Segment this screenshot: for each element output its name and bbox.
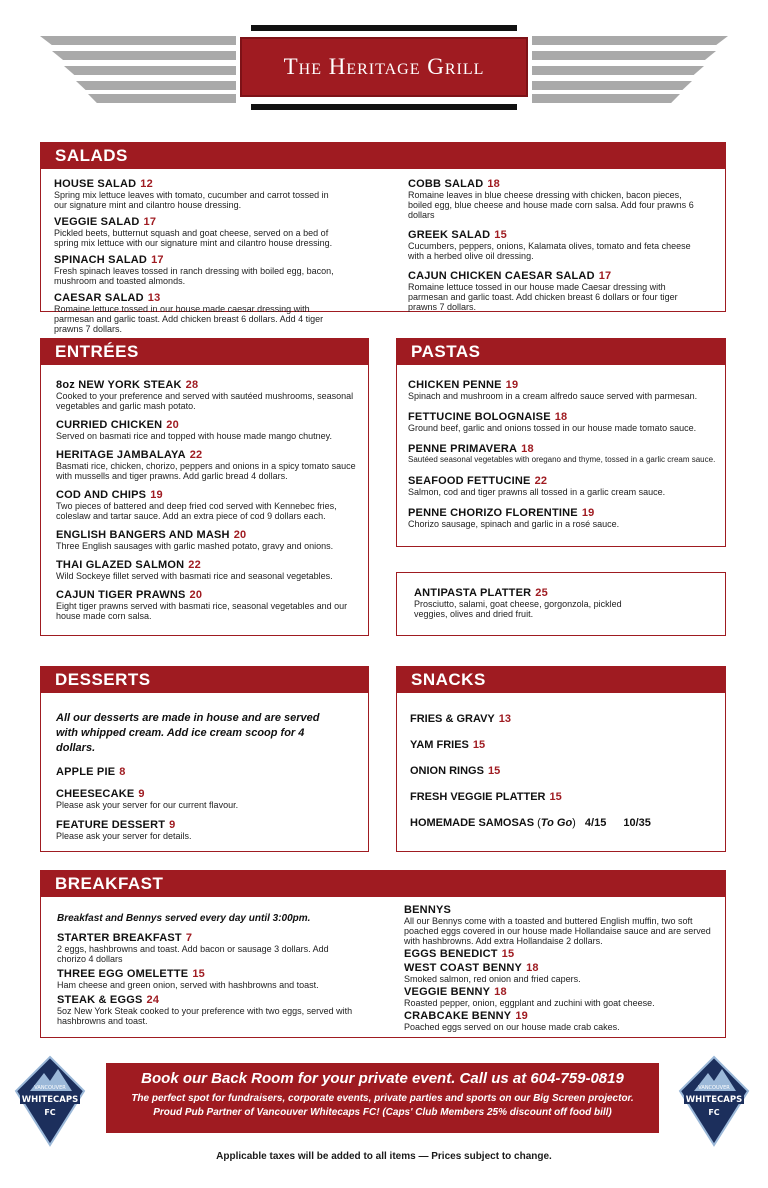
desserts-note: All our desserts are made in house and are served with whipped cream. Add ice cream scoop for 4 dollars. bbox=[56, 712, 320, 754]
breakfast-section bbox=[40, 870, 726, 1038]
snacks-section bbox=[396, 666, 726, 852]
promo-headline: Book our Back Room for your private event. Call us at 604-759-0819 bbox=[141, 1070, 624, 1087]
title-banner bbox=[240, 25, 528, 111]
svg-text:WHITECAPS: WHITECAPS bbox=[685, 1095, 743, 1105]
svg-text:VANCOUVER: VANCOUVER bbox=[698, 1085, 730, 1091]
entrees-list bbox=[56, 379, 361, 627]
salads-right-column bbox=[408, 178, 708, 318]
page-title: The Heritage Grill bbox=[283, 54, 485, 79]
entrees-section bbox=[40, 338, 369, 636]
menu-item: APPLE PIE 8 bbox=[56, 766, 126, 778]
breakfast-heading: BREAKFAST bbox=[41, 871, 725, 897]
menu-item: COD AND CHIPS 19 Two pieces of battered and deep fried cod served with Kennebec fries, coleslaw and tartar sauce. Add an extra piece of cod 9 dollars each. bbox=[56, 489, 337, 521]
menu-item: PENNE CHORIZO FLORENTINE 19 Chorizo sausage, spinach and garlic in a rosé sauce. bbox=[408, 507, 620, 529]
menu-item: THREE EGG OMELETTE 15 Ham cheese and green onion, served with hashbrowns and toast. bbox=[57, 968, 319, 990]
menu-item: CHICKEN PENNE 19 Spinach and mushroom in a cream alfredo sauce served with parmesan. bbox=[408, 379, 698, 401]
menu-item: SEAFOOD FETTUCINE 22 Salmon, cod and tiger prawns all tossed in a garlic cream sauce. bbox=[408, 475, 666, 497]
svg-text:FC: FC bbox=[44, 1108, 56, 1117]
menu-item: FRESH VEGGIE PLATTER 15 bbox=[410, 791, 562, 803]
entrees-heading: ENTRÉES bbox=[41, 339, 368, 365]
svg-text:FC: FC bbox=[708, 1108, 720, 1117]
menu-item: CHEESECAKE 9 Please ask your server for our current flavour. bbox=[56, 788, 239, 810]
menu-item: FEATURE DESSERT 9 Please ask your server for details. bbox=[56, 819, 192, 841]
desserts-section bbox=[40, 666, 369, 852]
breakfast-left-column bbox=[57, 911, 357, 1032]
private-event-promo bbox=[106, 1063, 659, 1133]
svg-text:WHITECAPS: WHITECAPS bbox=[21, 1095, 79, 1105]
salads-heading: SALADS bbox=[41, 143, 725, 169]
menu-item: WEST COAST BENNY 18 Smoked salmon, red onion and fried capers. bbox=[404, 962, 581, 984]
menu-item: HOMEMADE SAMOSAS (To Go) 4/15 10/35 bbox=[410, 817, 651, 829]
snacks-heading: SNACKS bbox=[397, 667, 725, 693]
menu-item: ONION RINGS 15 bbox=[410, 765, 501, 777]
salads-section bbox=[40, 142, 726, 334]
menu-item: VEGGIE BENNY 18 Roasted pepper, onion, eggplant and zuchini with goat cheese. bbox=[404, 986, 655, 1008]
pastas-list bbox=[408, 379, 720, 535]
menu-item: SPINACH SALAD 17 Fresh spinach leaves tossed in ranch dressing with boiled egg, bacon, mushroom and toasted almonds. bbox=[54, 254, 334, 286]
promo-line-1: The perfect spot for fundraisers, corporate events, private parties and sports on our Big Screen projector. bbox=[131, 1093, 634, 1104]
desserts-heading: DESSERTS bbox=[41, 667, 368, 693]
menu-item: CURRIED CHICKEN 20 Served on basmati rice and topped with house made mango chutney. bbox=[56, 419, 333, 441]
menu-item: CAJUN CHICKEN CAESAR SALAD 17 Romaine lettuce tossed in our house made Caesar dressing with parmesan and garlic toast. Add chicken breast 6 dollars or four tiger prawns 7 dollars. bbox=[408, 270, 678, 312]
menu-item: FETTUCINE BOLOGNAISE 18 Ground beef, garlic and onions tossed in our house made tomato sauce. bbox=[408, 411, 697, 433]
menu-item: PENNE PRIMAVERA 18 Sautéed seasonal vegetables with oregano and thyme, tossed in a garlic cream sauce. bbox=[408, 443, 716, 464]
breakfast-right-column bbox=[404, 904, 714, 1038]
menu-item: THAI GLAZED SALMON 22 Wild Sockeye fillet served with basmati rice and seasonal vegetables. bbox=[56, 559, 333, 581]
menu-item: VEGGIE SALAD 17 Pickled beets, butternut squash and goat cheese, served on a bed of spring mix lettuce with our signature mint and cilantro house dressing. bbox=[54, 216, 333, 248]
pastas-heading: PASTAS bbox=[397, 339, 725, 365]
menu-item: EGGS BENEDICT 15 bbox=[404, 948, 515, 960]
antipasta-section bbox=[396, 572, 726, 636]
menu-item: CAESAR SALAD 13 Romaine lettuce tossed in our house made caesar dressing with parmesan and garlic toast. Add chicken breast 6 dollars. Add 4 tiger prawns 7 dollars. bbox=[54, 292, 324, 334]
menu-item: ANTIPASTA PLATTER 25 Prosciutto, salami, goat cheese, gorgonzola, pickled veggies, olives and dried fruit. bbox=[414, 587, 622, 619]
menu-item: COBB SALAD 18 Romaine leaves in blue cheese dressing with chicken, bacon pieces, boiled egg, blue cheese and house made corn salsa. Add four prawns 6 dollars bbox=[408, 178, 694, 220]
promo-line-2: Proud Pub Partner of Vancouver Whitecaps FC! (Caps' Club Members 25% discount off food bill) bbox=[153, 1107, 612, 1118]
menu-item: CAJUN TIGER PRAWNS 20 Eight tiger prawns served with basmati rice, seasonal vegetables and our house made corn salsa. bbox=[56, 589, 348, 621]
menu-item: FRIES & GRAVY 13 bbox=[410, 713, 512, 725]
menu-item: STEAK & EGGS 24 5oz New York Steak cooked to your preference with two eggs, served with hashbrowns and toast. bbox=[57, 994, 353, 1026]
menu-item: STARTER BREAKFAST 7 2 eggs, hashbrowns and toast. Add bacon or sausage 3 dollars. Add chorizo 4 dollars bbox=[57, 932, 329, 964]
menu-item: 8oz NEW YORK STEAK 28 Cooked to your preference and served with sautéed mushrooms, seasonal vegetables and garlic mash potato. bbox=[56, 379, 354, 411]
menu-item: CRABCAKE BENNY 19 Poached eggs served on our house made crab cakes. bbox=[404, 1010, 620, 1032]
salads-left-column bbox=[54, 178, 344, 340]
menu-item: GREEK SALAD 15 Cucumbers, peppers, onions, Kalamata olives, tomato and feta cheese with a herbed olive oil dressing. bbox=[408, 229, 691, 261]
menu-item: YAM FRIES 15 bbox=[410, 739, 486, 751]
menu-item: ENGLISH BANGERS AND MASH 20 Three English sausages with garlic mashed potato, gravy and onions. bbox=[56, 529, 334, 551]
menu-item: HERITAGE JAMBALAYA 22 Basmati rice, chicken, chorizo, peppers and onions in a spicy tomato sauce with mussells and tiger prawns. Add garlic bread 4 dollars. bbox=[56, 449, 356, 481]
snacks-list bbox=[410, 713, 720, 843]
svg-text:VANCOUVER: VANCOUVER bbox=[34, 1085, 66, 1091]
whitecaps-logo-right bbox=[678, 1055, 750, 1147]
menu-item: HOUSE SALAD 12 Spring mix lettuce leaves with tomato, cucumber and carrot tossed in our signature mint and cilantro house dressing. bbox=[54, 178, 329, 210]
pastas-section bbox=[396, 338, 726, 547]
menu-item: BENNYS All our Bennys come with a toasted and buttered English muffin, two soft poached eggs covered in our house made Hollandaise sauce and are served with hashbrowns. Add extra Hollandaise 2 dollars. bbox=[404, 904, 711, 946]
desserts-list bbox=[56, 711, 341, 847]
breakfast-note: Breakfast and Bennys served every day until 3:00pm. bbox=[57, 913, 311, 924]
whitecaps-logo-left bbox=[14, 1055, 86, 1147]
footer-note: Applicable taxes will be added to all items — Prices subject to change. bbox=[216, 1151, 552, 1162]
